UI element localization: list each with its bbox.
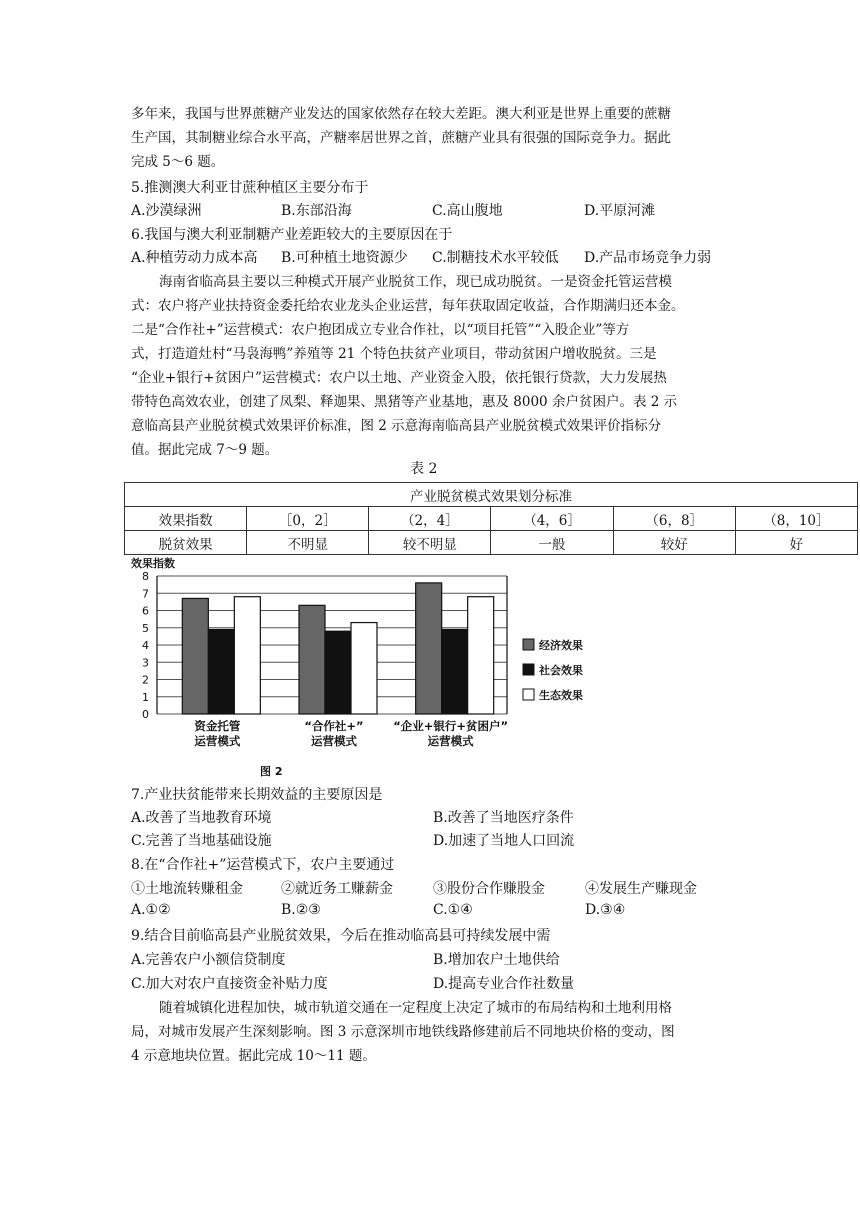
option-d[interactable]: D.提高专业合作社数量 [433,976,575,992]
intro-line: 生产国，其制糖业综合水平高，产糖率居世界之首，蔗糖产业具有很强的国际竞争力。据此 [131,130,671,146]
option-b[interactable]: B.②③ [281,902,321,918]
bar [325,631,351,714]
option-c[interactable]: C.加大对农户直接资金补贴力度 [131,976,328,992]
question-5-options [131,200,751,222]
question-8-stem: 8.在“合作社+”运营模式下，农户主要通过 [131,857,395,873]
bar [208,629,234,714]
row-header: 效果指数 [125,507,247,531]
legend-label: 经济效果 [539,639,583,652]
bar [299,605,325,714]
passage-line: 随着城镇化进程加快，城市轨道交通在一定程度上决定了城市的布局结构和土地利用格 [159,1000,672,1016]
x-tick-label: “合作社+” [304,719,364,733]
option-b[interactable]: B.增加农户土地供给 [433,952,560,968]
option-a[interactable]: A.完善农户小额信贷制度 [131,952,286,968]
legend-label: 生态效果 [539,689,583,702]
table-cell: 较好 [613,531,735,555]
x-tick-label: 运营模式 [427,734,474,748]
choice-item: ②就近务工赚薪金 [281,881,393,897]
passage-line: 式，打造道灶村“马袅海鸭”养殖等 21 个特色扶贫产业项目，带动贫困户增收脱贫。三是 [131,346,657,362]
question-9-options [131,973,751,995]
option-c[interactable]: C.完善了当地基础设施 [131,833,272,849]
choice-item: ③股份合作赚股金 [433,881,545,897]
passage-line: 意临高县产业脱贫模式效果评价标准，图 2 示意海南临高县产业脱贫模式效果评价指标分 [131,418,662,434]
figure-label: 图 2 [260,765,283,778]
option-c[interactable]: C.制糖技术水平较低 [432,250,559,266]
bar [416,583,442,714]
option-b[interactable]: B.可种植土地资源少 [281,250,408,266]
question-7-options [131,830,751,852]
passage-line: 带特色高效农业，创建了凤梨、释迦果、黑猪等产业基地，惠及 8000 余户贫困户。表 2 示 [131,394,678,410]
table-cell: （6，8］ [613,507,735,531]
y-tick-label: 5 [142,621,149,635]
standard-table [124,482,858,555]
question-8-options [131,902,751,924]
choice-item: ④发展生产赚现金 [585,881,697,897]
question-9-stem: 9.结合目前临高县产业脱贫效果，今后在推动临高县可持续发展中需 [131,928,551,944]
legend-swatch [523,689,534,700]
question-8-items [131,878,751,900]
table-row [125,531,858,555]
table-cell: 较不明显 [369,531,491,555]
y-tick-label: 0 [142,708,149,721]
bar [234,597,260,714]
option-a[interactable]: A.改善了当地教育环境 [131,810,272,826]
y-axis-label: 效果指数 [131,557,175,570]
question-6-stem: 6.我国与澳大利亚制糖产业差距较大的主要原因在于 [131,227,453,243]
option-d[interactable]: D.平原河滩 [584,203,656,219]
legend-label: 社会效果 [539,664,583,677]
bar [468,597,494,714]
x-tick-label: 资金托管 [194,719,241,733]
bar [182,598,208,714]
x-tick-label: 运营模式 [194,734,241,748]
table-caption: 表 2 [410,461,438,477]
legend-swatch [523,639,534,650]
option-b[interactable]: B.东部沿海 [281,203,352,219]
question-7-stem: 7.产业扶贫能带来长期效益的主要原因是 [131,787,383,803]
table-cell: 不明显 [247,531,369,555]
intro-line: 多年来，我国与世界蔗糖产业发达的国家依然存在较大差距。澳大利亚是世界上重要的蔗糖 [131,106,671,122]
option-a[interactable]: A.种植劳动力成本高 [131,250,258,266]
bar [442,629,468,714]
choice-item: ①土地流转赚租金 [131,881,243,897]
legend-swatch [523,664,534,675]
table-title: 产业脱贫模式效果划分标准 [125,483,858,507]
question-9-options [131,949,751,971]
option-c[interactable]: C.①④ [433,902,473,918]
intro-line: 完成 5～6 题。 [131,154,225,170]
passage-line: 值。据此完成 7～9 题。 [131,442,279,458]
passage-line: 二是“合作社+”运营模式：农户抱团成立专业合作社，以“项目托管”“入股企业”等方 [131,322,630,338]
y-tick-label: 4 [142,639,149,652]
option-a[interactable]: A.沙漠绿洲 [131,203,202,219]
y-tick-label: 6 [142,604,149,618]
x-tick-label: “企业+银行+贫困户” [393,719,509,733]
option-d[interactable]: D.③④ [585,902,626,918]
table-cell: （4，6］ [491,507,613,531]
table-cell: 一般 [491,531,613,555]
table-cell: （8，10］ [735,507,857,531]
question-7-options [131,807,751,829]
option-b[interactable]: B.改善了当地医疗条件 [433,810,574,826]
row-header: 脱贫效果 [125,531,247,555]
option-c[interactable]: C.高山腹地 [432,203,503,219]
table-cell: 好 [735,531,857,555]
option-a[interactable]: A.①② [131,902,171,918]
table-row [125,507,858,531]
y-tick-label: 8 [142,570,149,583]
passage-line: 海南省临高县主要以三种模式开展产业脱贫工作，现已成功脱贫。一是资金托管运营模 [159,274,672,290]
table-cell: ［0，2］ [247,507,369,531]
y-tick-label: 3 [142,656,149,670]
passage-line: 4 示意地块位置。据此完成 10～11 题。 [131,1048,376,1064]
y-tick-label: 1 [142,690,149,704]
table-cell: （2，4］ [369,507,491,531]
passage-line: “企业+银行+贫困户”运营模式：农户以土地、产业资金入股，依托银行贷款，大力发展热 [131,370,667,386]
y-tick-label: 7 [142,587,149,601]
passage-line: 式：农户将产业扶持资金委托给农业龙头企业运营，每年获取固定收益，合作期满归还本金。 [131,298,685,314]
option-d[interactable]: D.产品市场竞争力弱 [584,250,712,266]
option-d[interactable]: D.加速了当地人口回流 [433,833,575,849]
y-tick-label: 2 [142,673,149,687]
passage-line: 局，对城市发展产生深刻影响。图 3 示意深圳市地铁线路修建前后不同地块价格的变动，图 [131,1024,675,1040]
effect-bar-chart [125,552,605,782]
x-tick-label: 运营模式 [311,734,357,748]
question-6-options [131,247,751,269]
question-5-stem: 5.推测澳大利亚甘蔗种植区主要分布于 [131,180,369,196]
bar [351,623,377,714]
